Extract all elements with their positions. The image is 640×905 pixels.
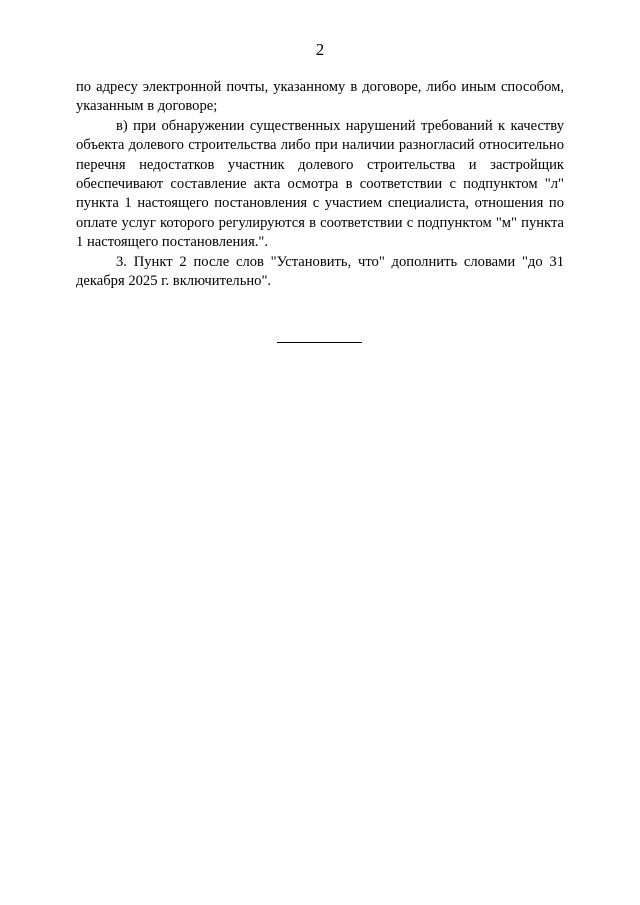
paragraph-continuation: по адресу электронной почты, указанному в договоре, либо иным способом, указанным в договоре;: [76, 79, 564, 115]
paragraph-subitem-v: в) при обнаружении существенных нарушений требований к качеству объекта долевого строительства либо при наличии разногласий относительно перечня недостатков участник долевого строительства и застройщик обеспечивают составление акта осмотра в соответствии с подпунктом "л" пункта 1 настоящего постановления с участием специалиста, отношения по оплате услуг которого регулируются в соответствии с подпунктом "м" пункта 1 настоящего постановления.".: [76, 117, 564, 251]
paragraph-item-3: 3. Пункт 2 после слов "Установить, что" дополнить словами "до 31 декабря 2025 г. включительно".: [76, 253, 564, 290]
page-number: 2: [315, 40, 325, 59]
document-body: [76, 78, 564, 291]
end-divider-line: [277, 342, 362, 343]
